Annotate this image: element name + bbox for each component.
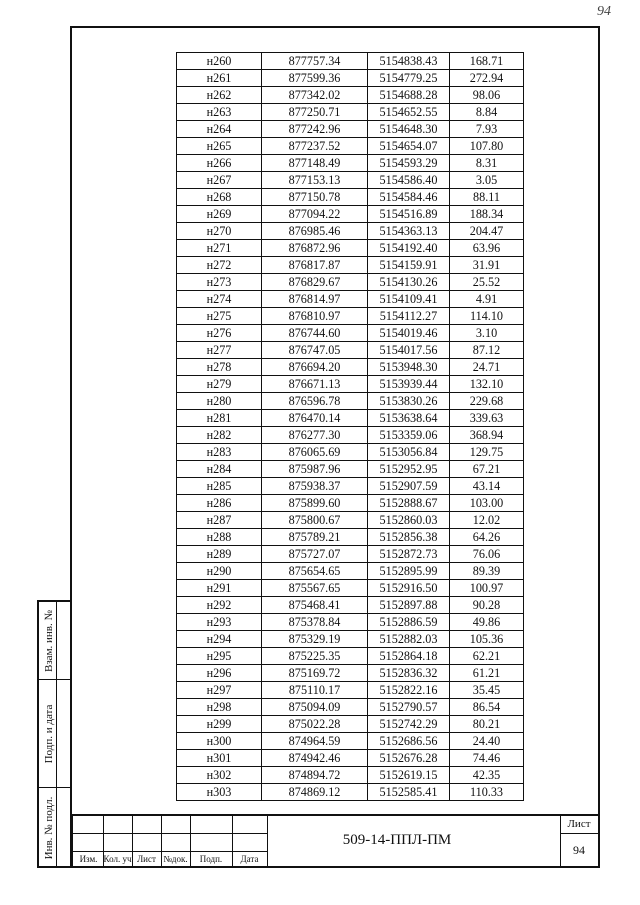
title-label-sheet: Лист bbox=[137, 854, 156, 864]
y-coordinate-cell: 5154159.91 bbox=[368, 257, 450, 274]
x-coordinate-cell: 876694.20 bbox=[262, 359, 368, 376]
table-row bbox=[177, 291, 524, 308]
x-coordinate-cell: 876747.05 bbox=[262, 342, 368, 359]
x-coordinate-cell: 877094.22 bbox=[262, 206, 368, 223]
y-coordinate-cell: 5152856.38 bbox=[368, 529, 450, 546]
sheet-number: 94 bbox=[573, 843, 585, 857]
distance-cell: 90.28 bbox=[450, 597, 524, 614]
distance-cell: 4.91 bbox=[450, 291, 524, 308]
x-coordinate-cell: 877757.34 bbox=[262, 53, 368, 70]
point-id-cell: н292 bbox=[177, 597, 262, 614]
point-id-cell: н270 bbox=[177, 223, 262, 240]
y-coordinate-cell: 5152686.56 bbox=[368, 733, 450, 750]
x-coordinate-cell: 875329.19 bbox=[262, 631, 368, 648]
table-row bbox=[177, 631, 524, 648]
title-label-docnum: №док. bbox=[163, 854, 188, 864]
distance-cell: 35.45 bbox=[450, 682, 524, 699]
point-id-cell: н299 bbox=[177, 716, 262, 733]
sheet-label: Лист bbox=[567, 818, 591, 830]
table-row bbox=[177, 580, 524, 597]
x-coordinate-cell: 874964.59 bbox=[262, 733, 368, 750]
side-stamp-cell-sign bbox=[39, 680, 72, 788]
x-coordinate-cell: 876817.87 bbox=[262, 257, 368, 274]
point-id-cell: н284 bbox=[177, 461, 262, 478]
distance-cell: 24.71 bbox=[450, 359, 524, 376]
table-row bbox=[177, 393, 524, 410]
y-coordinate-cell: 5154586.40 bbox=[368, 172, 450, 189]
y-coordinate-cell: 5152864.18 bbox=[368, 648, 450, 665]
y-coordinate-cell: 5152836.32 bbox=[368, 665, 450, 682]
distance-cell: 43.14 bbox=[450, 478, 524, 495]
distance-cell: 103.00 bbox=[450, 495, 524, 512]
table-row bbox=[177, 427, 524, 444]
point-id-cell: н289 bbox=[177, 546, 262, 563]
point-id-cell: н294 bbox=[177, 631, 262, 648]
table-row bbox=[177, 563, 524, 580]
point-id-cell: н260 bbox=[177, 53, 262, 70]
y-coordinate-cell: 5154779.25 bbox=[368, 70, 450, 87]
point-id-cell: н291 bbox=[177, 580, 262, 597]
distance-cell: 3.05 bbox=[450, 172, 524, 189]
x-coordinate-cell: 876596.78 bbox=[262, 393, 368, 410]
x-coordinate-cell: 877242.96 bbox=[262, 121, 368, 138]
point-id-cell: н269 bbox=[177, 206, 262, 223]
x-coordinate-cell: 877342.02 bbox=[262, 87, 368, 104]
y-coordinate-cell: 5152742.29 bbox=[368, 716, 450, 733]
point-id-cell: н280 bbox=[177, 393, 262, 410]
x-coordinate-cell: 876810.97 bbox=[262, 308, 368, 325]
distance-cell: 368.94 bbox=[450, 427, 524, 444]
table-row bbox=[177, 495, 524, 512]
y-coordinate-cell: 5154130.26 bbox=[368, 274, 450, 291]
y-coordinate-cell: 5154593.29 bbox=[368, 155, 450, 172]
table-row bbox=[177, 767, 524, 784]
point-id-cell: н265 bbox=[177, 138, 262, 155]
y-coordinate-cell: 5153056.84 bbox=[368, 444, 450, 461]
table-row bbox=[177, 155, 524, 172]
point-id-cell: н278 bbox=[177, 359, 262, 376]
point-id-cell: н273 bbox=[177, 274, 262, 291]
distance-cell: 62.21 bbox=[450, 648, 524, 665]
distance-cell: 229.68 bbox=[450, 393, 524, 410]
y-coordinate-cell: 5152888.67 bbox=[368, 495, 450, 512]
distance-cell: 86.54 bbox=[450, 699, 524, 716]
table-row bbox=[177, 784, 524, 801]
point-id-cell: н268 bbox=[177, 189, 262, 206]
table-row bbox=[177, 87, 524, 104]
point-id-cell: н293 bbox=[177, 614, 262, 631]
y-coordinate-cell: 5152907.59 bbox=[368, 478, 450, 495]
distance-cell: 64.26 bbox=[450, 529, 524, 546]
y-coordinate-cell: 5154112.27 bbox=[368, 308, 450, 325]
point-id-cell: н298 bbox=[177, 699, 262, 716]
point-id-cell: н300 bbox=[177, 733, 262, 750]
x-coordinate-cell: 876671.13 bbox=[262, 376, 368, 393]
table-row bbox=[177, 240, 524, 257]
point-id-cell: н301 bbox=[177, 750, 262, 767]
distance-cell: 98.06 bbox=[450, 87, 524, 104]
x-coordinate-cell: 876470.14 bbox=[262, 410, 368, 427]
title-label-change: Изм. bbox=[79, 854, 98, 864]
title-label-sign: Подп. bbox=[199, 854, 223, 864]
x-coordinate-cell: 876829.67 bbox=[262, 274, 368, 291]
distance-cell: 49.86 bbox=[450, 614, 524, 631]
point-id-cell: н283 bbox=[177, 444, 262, 461]
distance-cell: 87.12 bbox=[450, 342, 524, 359]
point-id-cell: н264 bbox=[177, 121, 262, 138]
distance-cell: 25.52 bbox=[450, 274, 524, 291]
distance-cell: 63.96 bbox=[450, 240, 524, 257]
x-coordinate-cell: 877599.36 bbox=[262, 70, 368, 87]
x-coordinate-cell: 875022.28 bbox=[262, 716, 368, 733]
title-label-qty: Кол. уч bbox=[103, 854, 132, 864]
distance-cell: 107.80 bbox=[450, 138, 524, 155]
y-coordinate-cell: 5152822.16 bbox=[368, 682, 450, 699]
point-id-cell: н276 bbox=[177, 325, 262, 342]
x-coordinate-cell: 875987.96 bbox=[262, 461, 368, 478]
x-coordinate-cell: 875225.35 bbox=[262, 648, 368, 665]
point-id-cell: н295 bbox=[177, 648, 262, 665]
y-coordinate-cell: 5152895.99 bbox=[368, 563, 450, 580]
x-coordinate-cell: 875468.41 bbox=[262, 597, 368, 614]
side-stamp-cell-original bbox=[39, 788, 72, 868]
y-coordinate-cell: 5154654.07 bbox=[368, 138, 450, 155]
x-coordinate-cell: 877148.49 bbox=[262, 155, 368, 172]
point-id-cell: н297 bbox=[177, 682, 262, 699]
y-coordinate-cell: 5154688.28 bbox=[368, 87, 450, 104]
y-coordinate-cell: 5152790.57 bbox=[368, 699, 450, 716]
x-coordinate-cell: 876065.69 bbox=[262, 444, 368, 461]
distance-cell: 31.91 bbox=[450, 257, 524, 274]
distance-cell: 132.10 bbox=[450, 376, 524, 393]
table-row bbox=[177, 444, 524, 461]
y-coordinate-cell: 5152676.28 bbox=[368, 750, 450, 767]
table-row bbox=[177, 699, 524, 716]
y-coordinate-cell: 5152886.59 bbox=[368, 614, 450, 631]
y-coordinate-cell: 5153359.06 bbox=[368, 427, 450, 444]
table-row bbox=[177, 478, 524, 495]
y-coordinate-cell: 5153948.30 bbox=[368, 359, 450, 376]
y-coordinate-cell: 5152897.88 bbox=[368, 597, 450, 614]
distance-cell: 129.75 bbox=[450, 444, 524, 461]
x-coordinate-cell: 876744.60 bbox=[262, 325, 368, 342]
table-row bbox=[177, 648, 524, 665]
x-coordinate-cell: 876814.97 bbox=[262, 291, 368, 308]
distance-cell: 12.02 bbox=[450, 512, 524, 529]
x-coordinate-cell: 874894.72 bbox=[262, 767, 368, 784]
x-coordinate-cell: 876277.30 bbox=[262, 427, 368, 444]
point-id-cell: н263 bbox=[177, 104, 262, 121]
point-id-cell: н303 bbox=[177, 784, 262, 801]
table-row bbox=[177, 274, 524, 291]
handwritten-page-number: 94 bbox=[597, 4, 611, 19]
point-id-cell: н262 bbox=[177, 87, 262, 104]
point-id-cell: н286 bbox=[177, 495, 262, 512]
table-row bbox=[177, 70, 524, 87]
distance-cell: 42.35 bbox=[450, 767, 524, 784]
table-row bbox=[177, 206, 524, 223]
table-row bbox=[177, 172, 524, 189]
x-coordinate-cell: 875567.65 bbox=[262, 580, 368, 597]
x-coordinate-cell: 875094.09 bbox=[262, 699, 368, 716]
distance-cell: 88.11 bbox=[450, 189, 524, 206]
distance-cell: 204.47 bbox=[450, 223, 524, 240]
point-id-cell: н277 bbox=[177, 342, 262, 359]
distance-cell: 100.97 bbox=[450, 580, 524, 597]
distance-cell: 110.33 bbox=[450, 784, 524, 801]
y-coordinate-cell: 5154652.55 bbox=[368, 104, 450, 121]
x-coordinate-cell: 874869.12 bbox=[262, 784, 368, 801]
table-row bbox=[177, 716, 524, 733]
table-row bbox=[177, 529, 524, 546]
distance-cell: 89.39 bbox=[450, 563, 524, 580]
y-coordinate-cell: 5152619.15 bbox=[368, 767, 450, 784]
distance-cell: 7.93 bbox=[450, 121, 524, 138]
side-stamp-label-replace: Взам. инв. № bbox=[42, 610, 55, 672]
x-coordinate-cell: 875789.21 bbox=[262, 529, 368, 546]
y-coordinate-cell: 5152952.95 bbox=[368, 461, 450, 478]
x-coordinate-cell: 876985.46 bbox=[262, 223, 368, 240]
distance-cell: 105.36 bbox=[450, 631, 524, 648]
point-id-cell: н302 bbox=[177, 767, 262, 784]
distance-cell: 67.21 bbox=[450, 461, 524, 478]
point-id-cell: н290 bbox=[177, 563, 262, 580]
document-code: 509-14-ППЛ-ПМ bbox=[342, 832, 452, 848]
distance-cell: 3.10 bbox=[450, 325, 524, 342]
title-block bbox=[72, 814, 598, 868]
table-row bbox=[177, 359, 524, 376]
x-coordinate-cell: 877237.52 bbox=[262, 138, 368, 155]
point-id-cell: н271 bbox=[177, 240, 262, 257]
distance-cell: 76.06 bbox=[450, 546, 524, 563]
distance-cell: 339.63 bbox=[450, 410, 524, 427]
distance-cell: 24.40 bbox=[450, 733, 524, 750]
table-row bbox=[177, 223, 524, 240]
distance-cell: 8.84 bbox=[450, 104, 524, 121]
x-coordinate-cell: 874942.46 bbox=[262, 750, 368, 767]
y-coordinate-cell: 5154584.46 bbox=[368, 189, 450, 206]
x-coordinate-cell: 875727.07 bbox=[262, 546, 368, 563]
table-row bbox=[177, 325, 524, 342]
point-id-cell: н288 bbox=[177, 529, 262, 546]
point-id-cell: н275 bbox=[177, 308, 262, 325]
table-row bbox=[177, 138, 524, 155]
table-row bbox=[177, 189, 524, 206]
y-coordinate-cell: 5152882.03 bbox=[368, 631, 450, 648]
table-row bbox=[177, 461, 524, 478]
y-coordinate-cell: 5153830.26 bbox=[368, 393, 450, 410]
x-coordinate-cell: 875938.37 bbox=[262, 478, 368, 495]
y-coordinate-cell: 5152860.03 bbox=[368, 512, 450, 529]
point-id-cell: н285 bbox=[177, 478, 262, 495]
table-row bbox=[177, 376, 524, 393]
point-id-cell: н266 bbox=[177, 155, 262, 172]
table-row bbox=[177, 308, 524, 325]
y-coordinate-cell: 5154017.56 bbox=[368, 342, 450, 359]
coordinates-table bbox=[176, 52, 524, 801]
y-coordinate-cell: 5154192.40 bbox=[368, 240, 450, 257]
point-id-cell: н296 bbox=[177, 665, 262, 682]
point-id-cell: н267 bbox=[177, 172, 262, 189]
table-row bbox=[177, 614, 524, 631]
point-id-cell: н287 bbox=[177, 512, 262, 529]
x-coordinate-cell: 875800.67 bbox=[262, 512, 368, 529]
y-coordinate-cell: 5152916.50 bbox=[368, 580, 450, 597]
table-row bbox=[177, 410, 524, 427]
table-row bbox=[177, 597, 524, 614]
y-coordinate-cell: 5154516.89 bbox=[368, 206, 450, 223]
table-row bbox=[177, 121, 524, 138]
table-row bbox=[177, 733, 524, 750]
y-coordinate-cell: 5154019.46 bbox=[368, 325, 450, 342]
x-coordinate-cell: 877150.78 bbox=[262, 189, 368, 206]
x-coordinate-cell: 875110.17 bbox=[262, 682, 368, 699]
distance-cell: 188.34 bbox=[450, 206, 524, 223]
table-row bbox=[177, 682, 524, 699]
point-id-cell: н282 bbox=[177, 427, 262, 444]
side-stamp bbox=[37, 600, 72, 868]
table-row bbox=[177, 104, 524, 121]
y-coordinate-cell: 5154363.13 bbox=[368, 223, 450, 240]
y-coordinate-cell: 5154648.30 bbox=[368, 121, 450, 138]
x-coordinate-cell: 877250.71 bbox=[262, 104, 368, 121]
point-id-cell: н261 bbox=[177, 70, 262, 87]
table-row bbox=[177, 750, 524, 767]
x-coordinate-cell: 877153.13 bbox=[262, 172, 368, 189]
side-stamp-cell-replace bbox=[39, 602, 72, 680]
distance-cell: 74.46 bbox=[450, 750, 524, 767]
x-coordinate-cell: 875899.60 bbox=[262, 495, 368, 512]
distance-cell: 8.31 bbox=[450, 155, 524, 172]
x-coordinate-cell: 875654.65 bbox=[262, 563, 368, 580]
distance-cell: 168.71 bbox=[450, 53, 524, 70]
y-coordinate-cell: 5153939.44 bbox=[368, 376, 450, 393]
y-coordinate-cell: 5154838.43 bbox=[368, 53, 450, 70]
point-id-cell: н279 bbox=[177, 376, 262, 393]
table-row bbox=[177, 546, 524, 563]
point-id-cell: н274 bbox=[177, 291, 262, 308]
side-stamp-label-sign: Подп. и дата bbox=[42, 704, 55, 764]
y-coordinate-cell: 5152872.73 bbox=[368, 546, 450, 563]
distance-cell: 272.94 bbox=[450, 70, 524, 87]
title-label-date: Дата bbox=[240, 854, 259, 864]
table-row bbox=[177, 665, 524, 682]
distance-cell: 80.21 bbox=[450, 716, 524, 733]
y-coordinate-cell: 5153638.64 bbox=[368, 410, 450, 427]
distance-cell: 114.10 bbox=[450, 308, 524, 325]
y-coordinate-cell: 5154109.41 bbox=[368, 291, 450, 308]
y-coordinate-cell: 5152585.41 bbox=[368, 784, 450, 801]
x-coordinate-cell: 875378.84 bbox=[262, 614, 368, 631]
table-row bbox=[177, 512, 524, 529]
x-coordinate-cell: 876872.96 bbox=[262, 240, 368, 257]
table-row bbox=[177, 53, 524, 70]
table-row bbox=[177, 257, 524, 274]
point-id-cell: н272 bbox=[177, 257, 262, 274]
side-stamp-label-original: Инв. № подл. bbox=[42, 796, 55, 860]
point-id-cell: н281 bbox=[177, 410, 262, 427]
x-coordinate-cell: 875169.72 bbox=[262, 665, 368, 682]
distance-cell: 61.21 bbox=[450, 665, 524, 682]
table-row bbox=[177, 342, 524, 359]
